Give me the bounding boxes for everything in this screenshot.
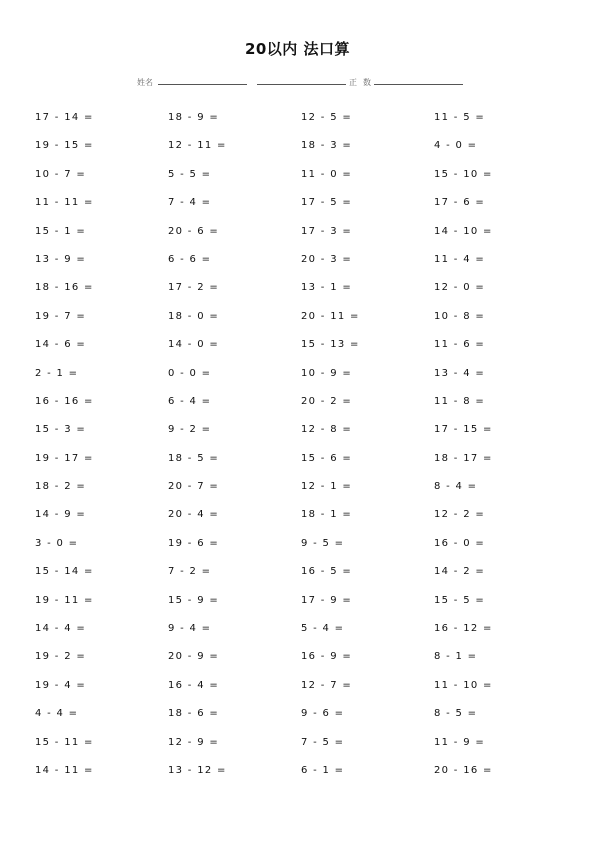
arithmetic-problem: 4 - 4 = xyxy=(35,708,79,720)
arithmetic-problem: 18 - 0 = xyxy=(168,310,220,322)
arithmetic-problem: 7 - 2 = xyxy=(168,566,212,578)
arithmetic-problem: 20 - 7 = xyxy=(168,481,220,493)
arithmetic-problem: 12 - 0 = xyxy=(434,282,486,294)
arithmetic-problem: 18 - 1 = xyxy=(301,509,353,521)
arithmetic-problem: 12 - 9 = xyxy=(168,736,220,748)
arithmetic-problem: 14 - 2 = xyxy=(434,566,486,578)
arithmetic-problem: 15 - 14 = xyxy=(35,566,94,578)
arithmetic-problem: 2 - 1 = xyxy=(35,367,79,379)
arithmetic-problem: 13 - 12 = xyxy=(168,764,227,776)
arithmetic-problem: 17 - 3 = xyxy=(301,225,353,237)
arithmetic-problem: 7 - 4 = xyxy=(168,197,212,209)
arithmetic-problem: 11 - 11 = xyxy=(35,197,94,209)
name-blank-line xyxy=(158,84,247,85)
arithmetic-problem: 12 - 11 = xyxy=(168,140,227,152)
arithmetic-problem: 18 - 17 = xyxy=(434,452,493,464)
arithmetic-problem: 14 - 4 = xyxy=(35,623,87,635)
arithmetic-problem: 9 - 6 = xyxy=(301,708,345,720)
arithmetic-problem: 17 - 5 = xyxy=(301,197,353,209)
arithmetic-problem: 5 - 4 = xyxy=(301,623,345,635)
arithmetic-problem: 18 - 2 = xyxy=(35,481,87,493)
arithmetic-problem: 20 - 2 = xyxy=(301,395,353,407)
arithmetic-problem: 15 - 5 = xyxy=(434,594,486,606)
arithmetic-problem: 19 - 7 = xyxy=(35,310,87,322)
arithmetic-problem: 11 - 5 = xyxy=(434,112,486,123)
arithmetic-problem: 14 - 0 = xyxy=(168,339,220,351)
arithmetic-problem: 13 - 4 = xyxy=(434,367,486,379)
arithmetic-problem: 14 - 6 = xyxy=(35,339,87,351)
arithmetic-problem: 15 - 13 = xyxy=(301,339,360,351)
arithmetic-problem: 19 - 11 = xyxy=(35,594,94,606)
arithmetic-problem: 20 - 3 = xyxy=(301,253,353,265)
arithmetic-problem: 15 - 11 = xyxy=(35,736,94,748)
arithmetic-problem: 9 - 5 = xyxy=(301,537,345,549)
arithmetic-problem: 14 - 11 = xyxy=(35,764,94,776)
score-label-char-1: 正 xyxy=(349,78,357,87)
arithmetic-problem: 10 - 7 = xyxy=(35,168,87,180)
arithmetic-problem: 16 - 5 = xyxy=(301,566,353,578)
arithmetic-problem: 19 - 4 = xyxy=(35,679,87,691)
arithmetic-problem: 8 - 4 = xyxy=(434,481,478,493)
arithmetic-problem: 7 - 5 = xyxy=(301,736,345,748)
arithmetic-problem: 8 - 1 = xyxy=(434,651,478,663)
arithmetic-problem: 12 - 2 = xyxy=(434,509,486,521)
arithmetic-problem: 18 - 9 = xyxy=(168,112,220,123)
arithmetic-problem: 0 - 0 = xyxy=(168,367,212,379)
arithmetic-problem: 16 - 4 = xyxy=(168,679,220,691)
arithmetic-problem: 17 - 9 = xyxy=(301,594,353,606)
arithmetic-problem: 15 - 10 = xyxy=(434,168,493,180)
arithmetic-problem: 17 - 6 = xyxy=(434,197,486,209)
student-info-row xyxy=(0,76,595,90)
arithmetic-problem: 16 - 0 = xyxy=(434,537,486,549)
arithmetic-problem: 19 - 15 = xyxy=(35,140,94,152)
arithmetic-problem: 20 - 16 = xyxy=(434,764,493,776)
arithmetic-problem: 15 - 1 = xyxy=(35,225,87,237)
arithmetic-problem: 13 - 1 = xyxy=(301,282,353,294)
arithmetic-problem: 18 - 16 = xyxy=(35,282,94,294)
arithmetic-problem: 11 - 10 = xyxy=(434,679,493,691)
arithmetic-problem: 18 - 5 = xyxy=(168,452,220,464)
arithmetic-problem: 19 - 6 = xyxy=(168,537,220,549)
arithmetic-problem: 20 - 4 = xyxy=(168,509,220,521)
page-title: 20以内 法口算 xyxy=(244,40,351,58)
arithmetic-problem: 18 - 6 = xyxy=(168,708,220,720)
arithmetic-problem: 17 - 14 = xyxy=(35,112,94,123)
arithmetic-problem: 11 - 9 = xyxy=(434,736,486,748)
arithmetic-problem: 16 - 12 = xyxy=(434,623,493,635)
score-blank-line xyxy=(374,84,463,85)
arithmetic-problem: 19 - 17 = xyxy=(35,452,94,464)
arithmetic-problem: 17 - 15 = xyxy=(434,424,493,436)
arithmetic-problem: 13 - 9 = xyxy=(35,253,87,265)
arithmetic-problem: 11 - 0 = xyxy=(301,168,353,180)
arithmetic-problem: 19 - 2 = xyxy=(35,651,87,663)
arithmetic-problem: 18 - 3 = xyxy=(301,140,353,152)
arithmetic-problem: 20 - 11 = xyxy=(301,310,360,322)
arithmetic-problem: 12 - 5 = xyxy=(301,112,353,123)
arithmetic-problem: 14 - 10 = xyxy=(434,225,493,237)
arithmetic-problem: 10 - 9 = xyxy=(301,367,353,379)
problem-grid xyxy=(35,111,575,792)
name-label: 姓名 xyxy=(137,78,153,87)
arithmetic-problem: 17 - 2 = xyxy=(168,282,220,294)
arithmetic-problem: 5 - 5 = xyxy=(168,168,212,180)
arithmetic-problem: 11 - 6 = xyxy=(434,339,486,351)
arithmetic-problem: 6 - 1 = xyxy=(301,764,345,776)
arithmetic-problem: 9 - 4 = xyxy=(168,623,212,635)
arithmetic-problem: 6 - 4 = xyxy=(168,395,212,407)
arithmetic-problem: 4 - 0 = xyxy=(434,140,478,152)
date-blank-line xyxy=(257,84,346,85)
arithmetic-problem: 11 - 8 = xyxy=(434,395,486,407)
arithmetic-problem: 10 - 8 = xyxy=(434,310,486,322)
arithmetic-problem: 12 - 8 = xyxy=(301,424,353,436)
arithmetic-problem: 15 - 3 = xyxy=(35,424,87,436)
arithmetic-problem: 20 - 6 = xyxy=(168,225,220,237)
arithmetic-problem: 9 - 2 = xyxy=(168,424,212,436)
arithmetic-problem: 16 - 16 = xyxy=(35,395,94,407)
score-label-char-2: 数 xyxy=(363,78,371,87)
arithmetic-problem: 6 - 6 = xyxy=(168,253,212,265)
arithmetic-problem: 11 - 4 = xyxy=(434,253,486,265)
arithmetic-problem: 15 - 6 = xyxy=(301,452,353,464)
arithmetic-problem: 12 - 7 = xyxy=(301,679,353,691)
arithmetic-problem: 8 - 5 = xyxy=(434,708,478,720)
arithmetic-problem: 14 - 9 = xyxy=(35,509,87,521)
arithmetic-problem: 16 - 9 = xyxy=(301,651,353,663)
arithmetic-problem: 12 - 1 = xyxy=(301,481,353,493)
arithmetic-problem: 20 - 9 = xyxy=(168,651,220,663)
arithmetic-problem: 3 - 0 = xyxy=(35,537,79,549)
arithmetic-problem: 15 - 9 = xyxy=(168,594,220,606)
